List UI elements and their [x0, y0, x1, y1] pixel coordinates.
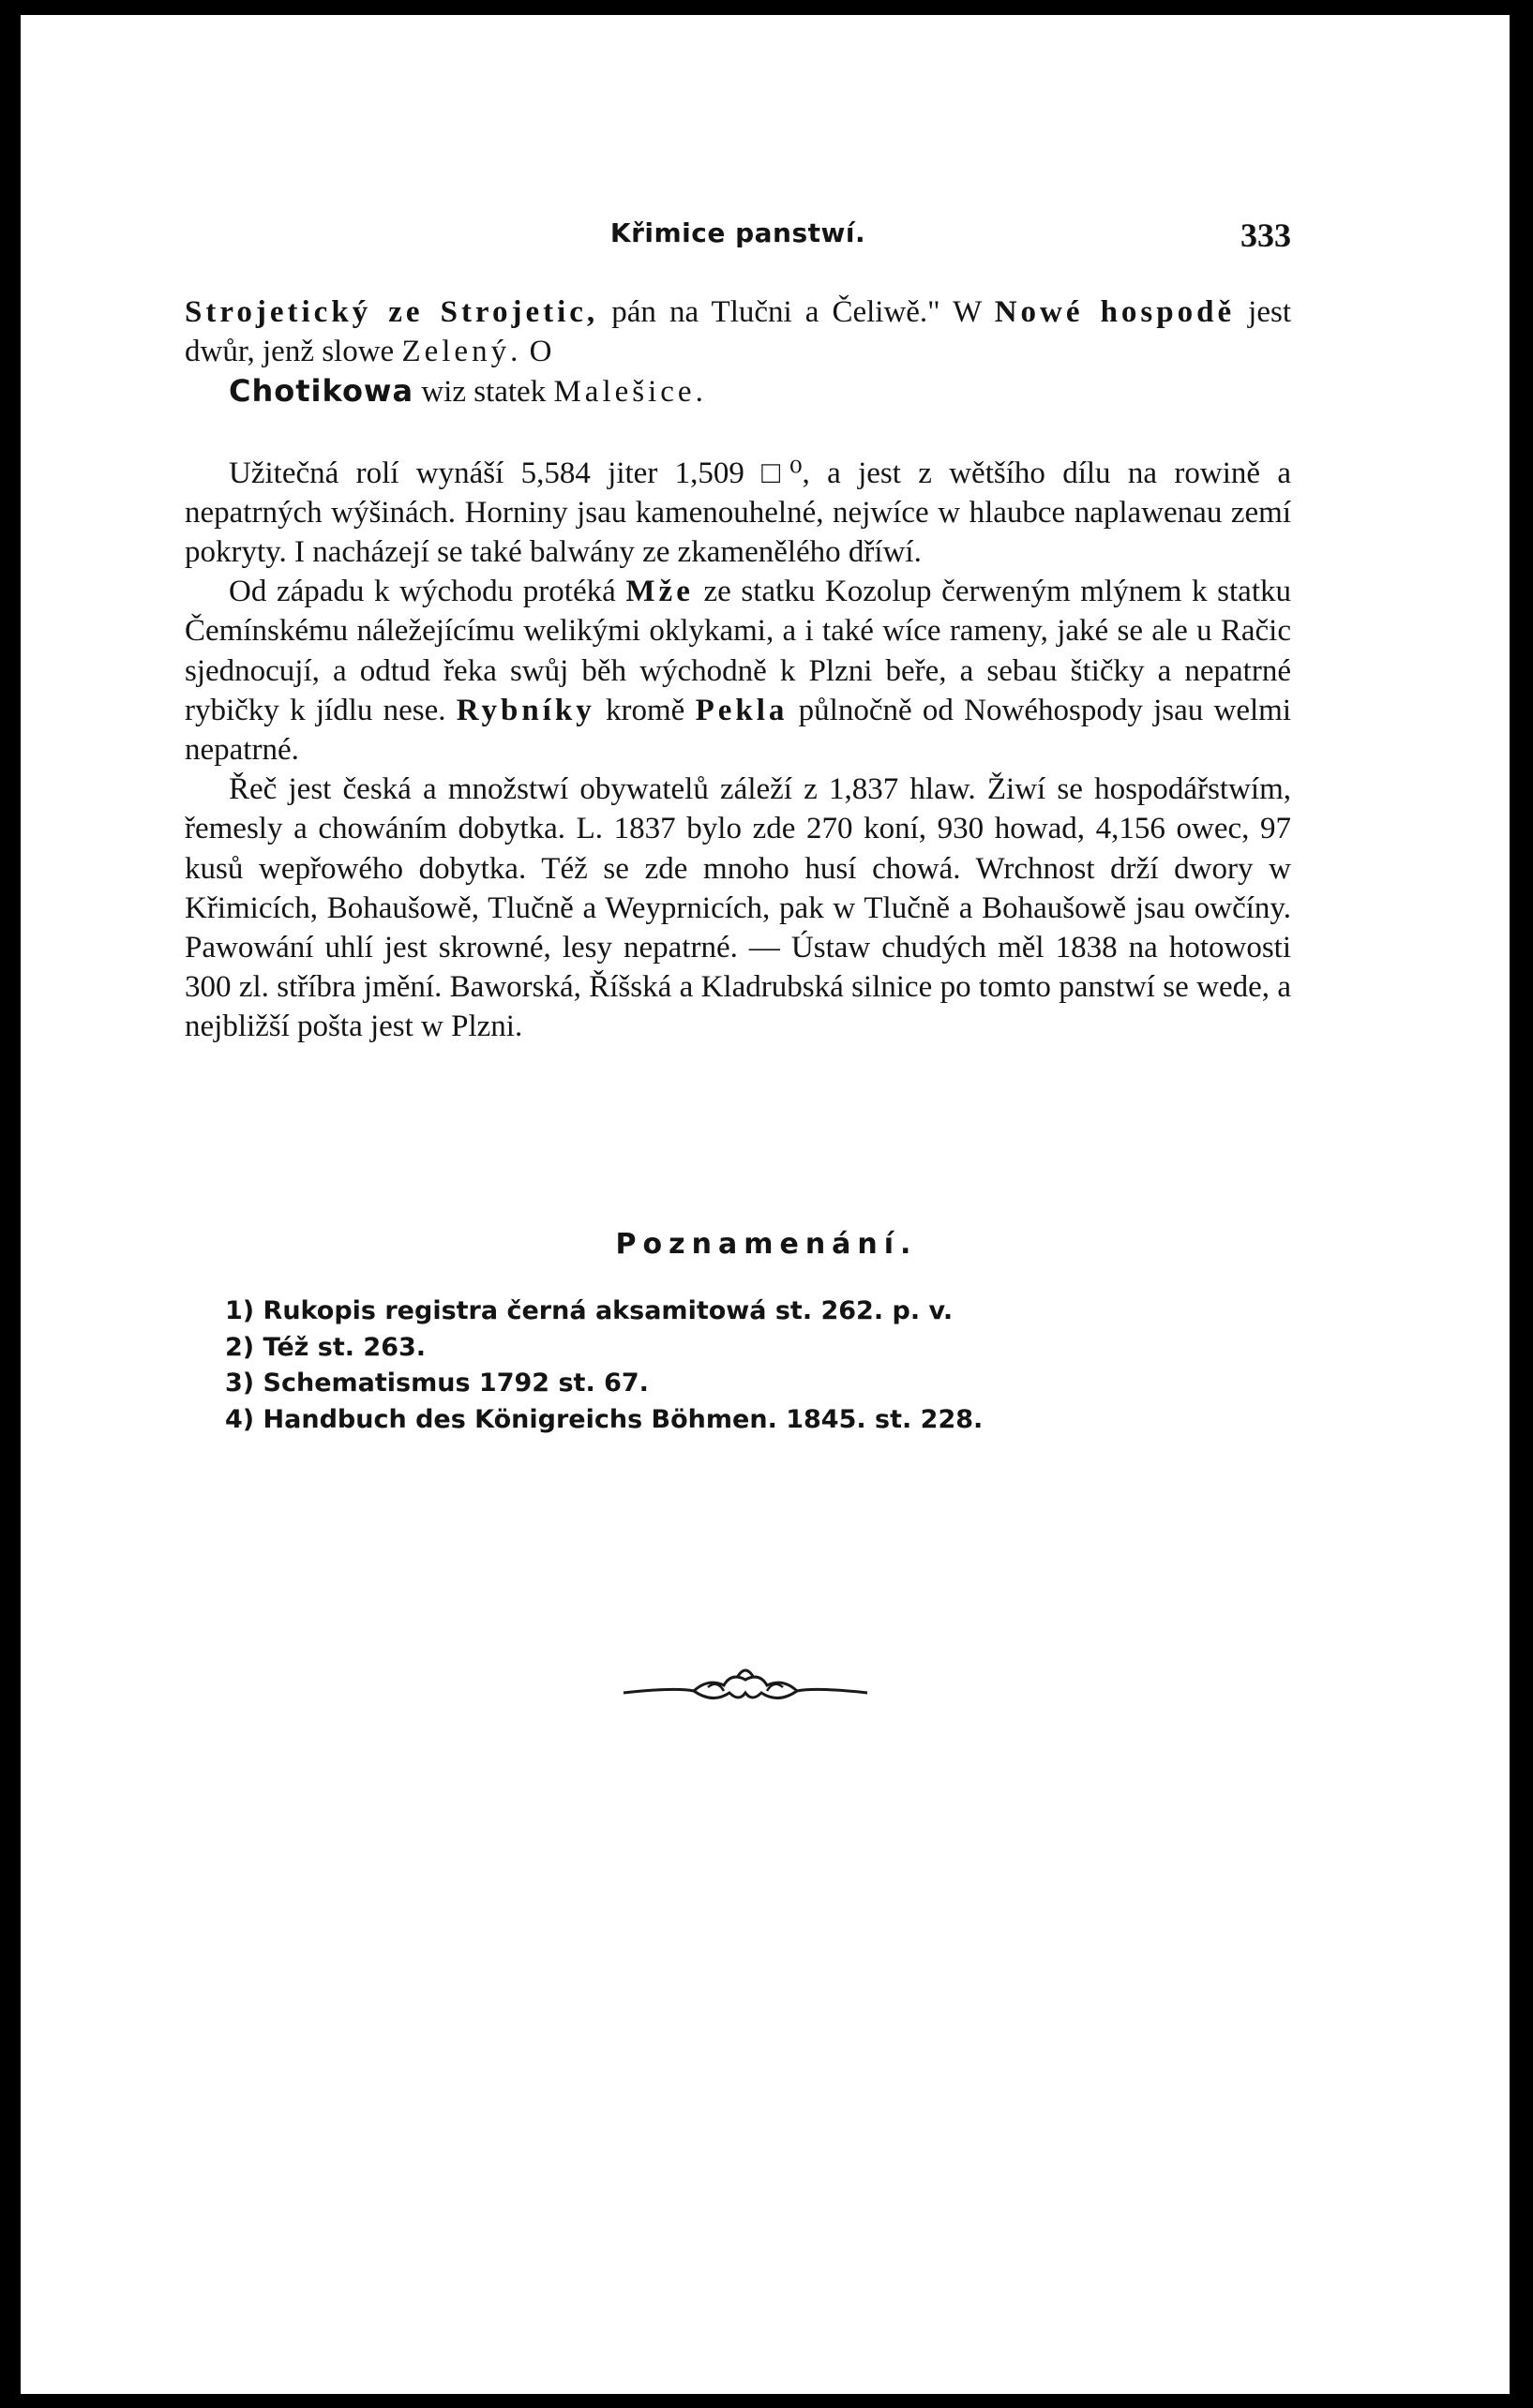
page-number: 333 [1240, 217, 1291, 254]
name-spaced: Strojetický ze Strojetic, [185, 295, 599, 329]
body-text [185, 292, 1291, 1047]
note-item: 2) Též st. 263. [225, 1332, 427, 1362]
river-name: Mže [625, 575, 694, 609]
paragraph-5: Řeč jest česká a množstwí obywatelů záleží z 1,837 hlaw. Žiwí se hospodářstwím, řemesly a chowáním dobytka. L. 1837 bylo zde 270 koní, 930 howad, 4,156 owec, 97 kusů wepřowého dobytka. Též se zde mnoho husí chowá. Wrchnost drží dwory w Křimicích, Bohaušowě, Tlučně a Weyprnicích, pak w Tlučně a Bohaušowě jsau owčíny. Pawowání uhlí jest skrowné, lesy nepatrné. — Ústaw chudých měl 1838 na hotowosti 300 zl. stříbra jmění. Baworská, Říšská a Kladrubská silnice po tomto panstwí se wede, a nejbližší pošta jest w Plzni. [185, 772, 1291, 1044]
paragraph-2 [185, 371, 1291, 411]
text-run: Od západu k wýchodu protéká [229, 575, 626, 609]
term-spaced: Pekla [695, 693, 789, 727]
paragraph-1 [185, 292, 1291, 371]
place-spaced: Zelený. [401, 335, 522, 369]
text-run: jest dwůr, jenž slowe [185, 295, 1292, 369]
text-run: O [521, 335, 552, 369]
note-item: 4) Handbuch des Königreichs Böhmen. 1845. st. 228. [225, 1404, 984, 1434]
notes-title: Poznamenání. [615, 1228, 918, 1261]
floral-divider-icon [619, 1659, 872, 1715]
text-run: pán na Tlučni a Čeliwě." W [598, 295, 995, 329]
notes-list [225, 1294, 1256, 1438]
paragraph-3: Užitečná rolí wynáší 5,584 jiter 1,509 □⁰, a jest z wětšího dílu na rowině a nepatrných wýšinách. Horniny jsau kamenouhelné, nejwíce w hlaubce naplawenau zemí pokryty. I nacházejí se také balwány ze zkamenělého dříwí. [185, 456, 1291, 570]
note-item: 1) Rukopis registra černá aksamitowá st. 262. p. v. [225, 1296, 954, 1325]
paragraph-gap [185, 412, 1291, 454]
text-run: kromě [594, 693, 696, 727]
note-item: 3) Schematismus 1792 st. 67. [225, 1369, 649, 1398]
page-header [185, 217, 1291, 255]
text-run: ze statku Kozolup čerweným mlýnem k statku Čemínskému náležejícímu welikými oklykami, a i také wíce rameny, jaké se ale u Račic sjednocují, a odtud řeka swůj běh wýchodně k Plzni beře, a sebau štičky a nepatrné rybičky k jídlu nese. [185, 575, 1292, 727]
text-run: wiz statek [413, 375, 554, 410]
running-head: Křimice panstwí. [609, 217, 866, 248]
place-spaced: Malešice. [553, 375, 707, 410]
term-spaced: Rybníky [456, 693, 595, 727]
paragraph-4 [185, 572, 1291, 770]
text-run: půlnočně od Nowéhospody jsau welmi nepatrné. [185, 693, 1292, 768]
place-spaced: Nowé hospodě [994, 295, 1236, 329]
heading-word: Chotikowa [229, 373, 414, 410]
